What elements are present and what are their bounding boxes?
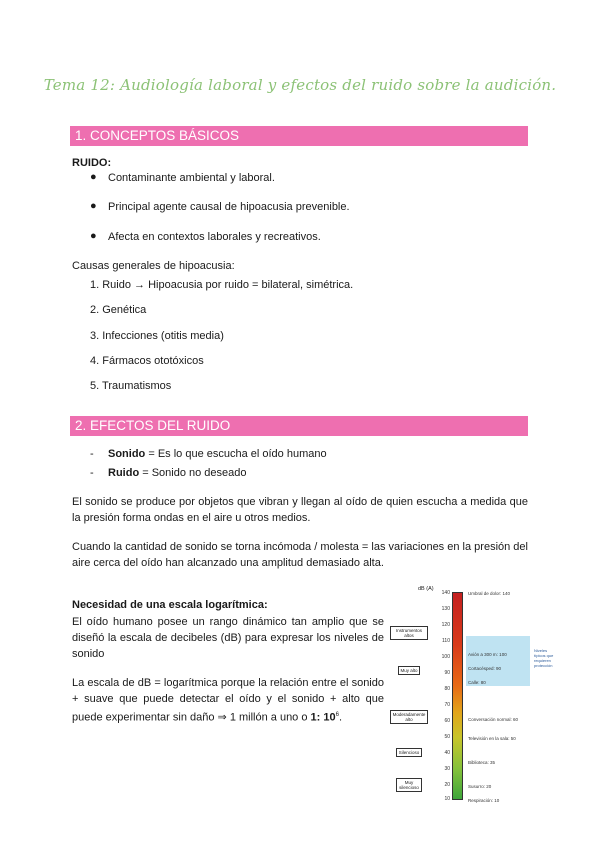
def-dash: -	[90, 467, 94, 479]
scale-desc: Conversación normal: 60	[468, 717, 519, 722]
level-label: Instrumentos altos	[390, 626, 428, 640]
ruido-bullet: ●	[90, 200, 97, 212]
scale-desc: Cortacésped: 90	[468, 666, 502, 671]
db-tick: 140	[441, 590, 450, 596]
def-term: Sonido	[108, 448, 146, 460]
causa-item: 4. Fármacos ototóxicos	[90, 355, 204, 367]
causa-item: 1. Ruido → Hipoacusia por ruido = bilateral, simétrica.	[90, 279, 354, 291]
db-unit-label: dB (A)	[418, 586, 434, 592]
causa-item: 2. Genética	[90, 304, 147, 316]
decibel-scale-diagram	[388, 586, 558, 808]
def-dash: -	[90, 448, 94, 460]
paragraph-molesta: Cuando la cantidad de sonido se torna incómoda / molesta = las variaciones en la presión del aire cerca del oído han alcanzado una amplitud demasiado alta.	[72, 541, 528, 569]
page-title: Tema 12: Audiología laboral y efectos del ruido sobre la audición.	[43, 76, 557, 94]
causas-heading: Causas generales de hipoacusia:	[72, 260, 235, 272]
db-tick: 10	[444, 796, 450, 802]
db-tick: 130	[441, 606, 450, 612]
scale-desc: Susurro: 20	[468, 784, 492, 789]
ruido-bullet: ●	[90, 171, 97, 183]
scale-desc: Umbral de dolor: 140	[468, 591, 511, 596]
def-text: = Sonido no deseado	[139, 467, 247, 479]
db-tick: 110	[442, 638, 450, 644]
db-tick: 80	[444, 686, 450, 692]
escala-paragraph-2	[72, 675, 384, 726]
db-tick: 100	[441, 654, 450, 660]
escala-heading: Necesidad de una escala logarítmica:	[72, 599, 268, 611]
def-text: = Es lo que escucha el oído humano	[145, 448, 327, 460]
ruido-heading: RUIDO:	[72, 157, 112, 169]
db-tick: 40	[444, 750, 450, 756]
escala-end: .	[338, 711, 343, 724]
causa-item: 3. Infecciones (otitis media)	[90, 330, 224, 342]
section-header-conceptos: 1. CONCEPTOS BÁSICOS	[70, 126, 528, 146]
scale-desc: Televisión en la sala: 50	[468, 736, 516, 741]
escala-ratio: 1: 10	[310, 711, 336, 724]
level-label: Moderadamente alto	[390, 710, 428, 724]
db-tick: 90	[444, 670, 450, 676]
causa-item: 5. Traumatismos	[90, 380, 172, 392]
escala-paragraph-1: El oído humano posee un rango dinámico tan amplio que se diseñó la escala de decibeles (dB) para expresar los niveles de sonido	[72, 616, 384, 660]
scale-desc: Avión a 300 m: 100	[468, 652, 507, 657]
def-item	[108, 466, 247, 480]
paragraph-sonido: El sonido se produce por objetos que vibran y llegan al oído de quien escucha a medida que la presión forma ondas en el aire u otros medios.	[72, 496, 528, 524]
db-tick: 70	[444, 702, 450, 708]
highlight-note: Niveles típicos que requieren protección	[534, 648, 554, 668]
ruido-item: Contaminante ambiental y laboral.	[108, 172, 275, 184]
section-header-efectos: 2. EFECTOS DEL RUIDO	[70, 416, 528, 436]
scale-desc: Biblioteca: 35	[468, 760, 496, 765]
db-tick: 60	[444, 718, 450, 724]
ruido-item: Principal agente causal de hipoacusia prevenible.	[108, 201, 350, 213]
db-tick: 20	[444, 782, 450, 788]
decibel-color-bar	[452, 592, 463, 800]
def-term: Ruido	[108, 467, 140, 479]
ruido-item: Afecta en contextos laborales y recreativos.	[108, 231, 321, 243]
exposure-highlight	[466, 636, 530, 686]
db-tick: 30	[444, 766, 450, 772]
level-label: Silencioso	[396, 748, 422, 757]
db-tick: 50	[444, 734, 450, 740]
level-label: Muy silencioso	[396, 778, 422, 792]
scale-desc: Respiración: 10	[468, 798, 500, 803]
escala-exponent: 6	[335, 712, 339, 718]
escala-text: La escala de dB = logarítmica porque la relación entre el sonido + suave que puede detectar el oído y el sonido + alto que puede experimentar sin daño ⇒ 1 millón a uno o	[72, 677, 384, 724]
db-tick: 120	[441, 622, 450, 628]
def-item	[108, 447, 327, 461]
ruido-bullet: ●	[90, 230, 97, 242]
level-label: Muy alto	[398, 666, 420, 675]
scale-desc: Calle: 80	[468, 680, 486, 685]
